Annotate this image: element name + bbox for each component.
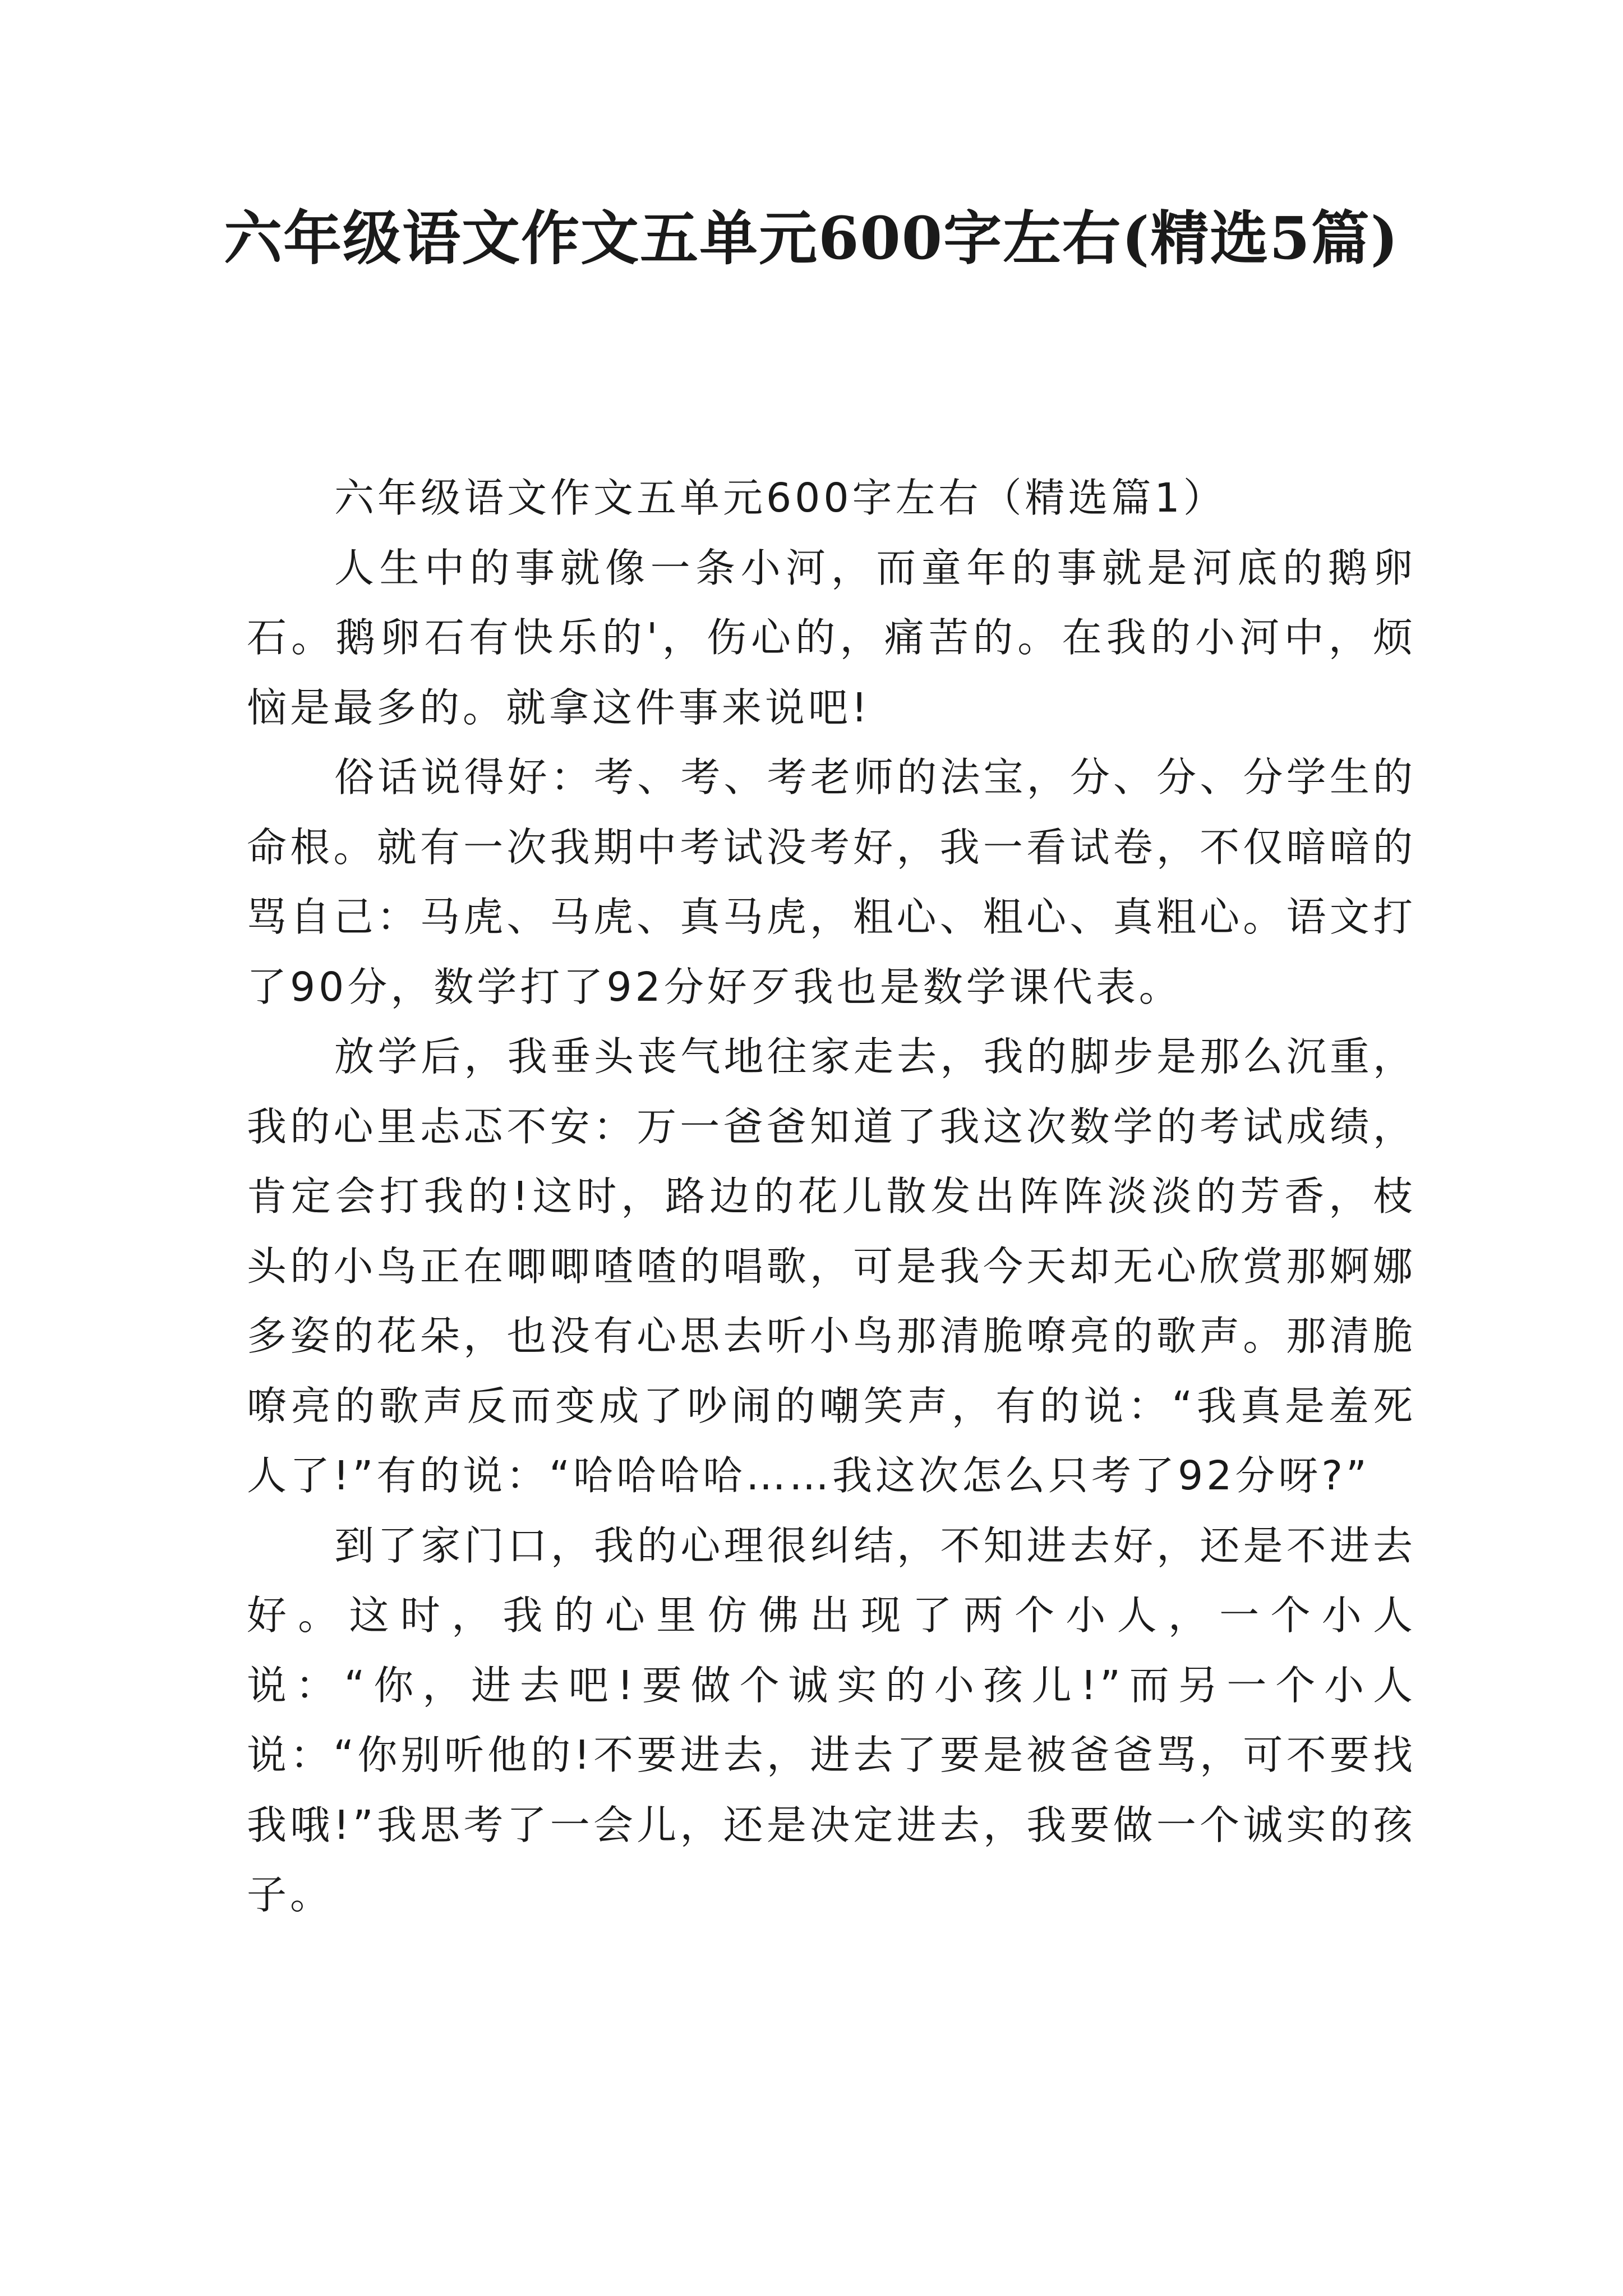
paragraph: 俗话说得好：考、考、考老师的法宝，分、分、分学生的命根。就有一次我期中考试没考好，我一看试卷，不仅暗暗的骂自己：马虎、马虎、真马虎，粗心、粗心、真粗心。语文打了90分，数学打了92分好歹我也是数学课代表。 (247, 754, 1416, 1010)
paragraph: 到了家门口，我的心理很纠结，不知进去好，还是不进去好。这时，我的心里仿佛出现了两个小人，一个小人说：“你，进去吧!要做个诚实的小孩儿!”而另一个小人说：“你别听他的!不要进去，进去了要是被爸爸骂，可不要找我哦!”我思考了一会儿，还是决定进去，我要做一个诚实的孩子。 (247, 1522, 1416, 1918)
section-heading: 六年级语文作文五单元600字左右（精选篇1） (334, 475, 1227, 521)
document-body (247, 463, 1416, 1930)
paragraph: 放学后，我垂头丧气地往家走去，我的脚步是那么沉重，我的心里忐忑不安：万一爸爸知道了我这次数学的考试成绩，肯定会打我的!这时，路边的花儿散发出阵阵淡淡的芳香，枝头的小鸟正在唧唧喳喳的唱歌，可是我今天却无心欣赏那婀娜多姿的花朵，也没有心思去听小鸟那清脆嘹亮的歌声。那清脆嘹亮的歌声反而变成了吵闹的嘲笑声，有的说：“我真是羞死人了!”有的说：“哈哈哈哈……我这次怎么只考了92分呀?” (247, 1033, 1416, 1499)
paragraph: 人生中的事就像一条小河，而童年的事就是河底的鹅卵石。鹅卵石有快乐的'，伤心的，痛苦的。在我的小河中，烦恼是最多的。就拿这件事来说吧! (247, 544, 1416, 731)
document-title: 六年级语文作文五单元600字左右(精选5篇) (224, 204, 1399, 273)
